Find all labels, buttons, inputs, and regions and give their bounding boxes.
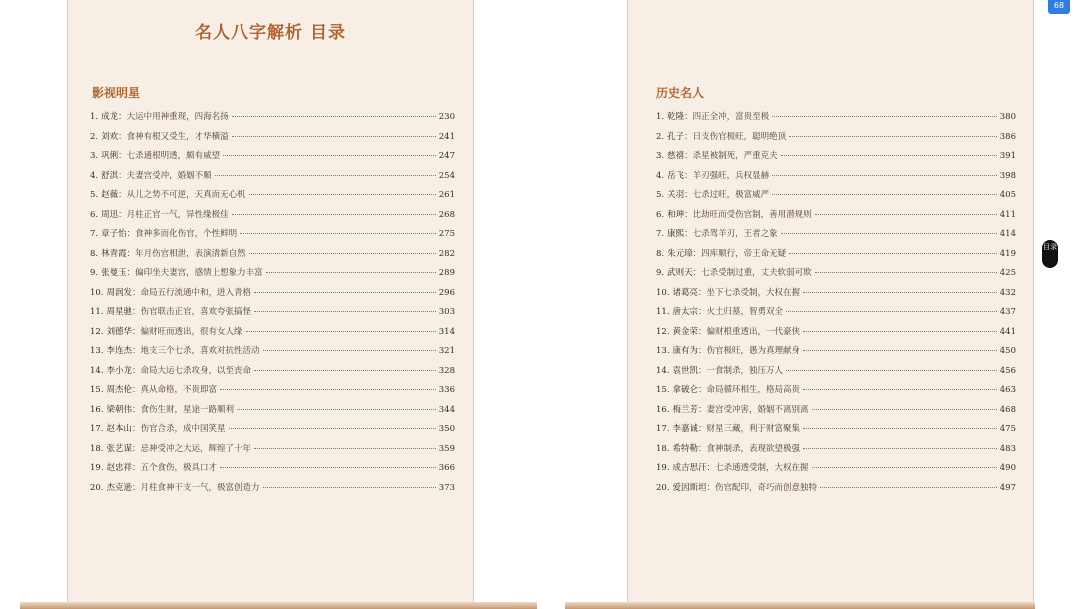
dot-leader <box>240 232 436 234</box>
dot-leader <box>263 486 436 488</box>
entry-number: 13. <box>90 346 104 356</box>
entry-number: 4. <box>656 170 665 181</box>
dot-leader <box>220 466 436 468</box>
toc-entry[interactable] <box>656 325 1016 345</box>
entry-description: ：忌神受冲之大运，辉煌了十年 <box>132 443 252 454</box>
entry-page-number: 380 <box>999 112 1016 122</box>
entry-name: 李嘉诚 <box>672 424 699 434</box>
toc-entry[interactable] <box>90 286 455 306</box>
entry-name: 诸葛亮 <box>672 287 699 298</box>
entry-name: 康有为 <box>672 346 699 356</box>
toc-entry[interactable] <box>90 305 455 325</box>
entry-number: 13. <box>656 346 670 356</box>
entry-page-number: 373 <box>438 482 455 493</box>
toc-entry[interactable] <box>656 422 1016 442</box>
entry-name: 李小龙 <box>106 365 133 376</box>
entry-description: ：五个食伤，极具口才 <box>132 463 218 473</box>
entry-description: ：伤官配印，奇巧而创意独特 <box>706 482 818 493</box>
toc-entry[interactable] <box>656 247 1016 267</box>
entry-description: ：大运中用神重现，四海名扬 <box>118 112 229 122</box>
entry-page-number: 483 <box>999 443 1016 454</box>
entry-description: ：偏财根重透出，一代豪侠 <box>698 326 801 337</box>
entry-number: 14. <box>90 365 104 376</box>
entry-name: 希特勒 <box>672 443 699 454</box>
entry-description: ：一食制杀，独压万人 <box>698 365 784 376</box>
dot-leader <box>254 310 436 312</box>
entry-number: 11. <box>90 307 104 317</box>
entry-name: 刘欢 <box>101 131 119 142</box>
dot-leader <box>812 466 997 468</box>
entry-page-number: 497 <box>999 482 1016 493</box>
entry-number: 6. <box>90 209 99 220</box>
entry-name: 杰克逊 <box>106 482 133 493</box>
dot-leader <box>266 271 436 273</box>
entry-name: 赵本山 <box>106 424 133 434</box>
dot-leader <box>786 369 997 371</box>
entry-page-number: 344 <box>438 404 455 415</box>
page-edge-shadow-right <box>565 602 1035 609</box>
dot-leader <box>803 388 997 390</box>
toc-entry[interactable] <box>90 344 455 364</box>
entry-name: 慈禧 <box>667 151 685 161</box>
dot-leader <box>786 310 997 312</box>
entry-number: 9. <box>656 268 665 278</box>
toc-entry[interactable] <box>90 403 455 423</box>
entry-number: 19. <box>90 463 104 473</box>
entry-description: ：食伤生财，星途一路顺利 <box>132 404 235 415</box>
entry-page-number: 314 <box>438 326 455 337</box>
entry-page-number: 230 <box>438 112 455 122</box>
toc-entry[interactable] <box>90 266 455 286</box>
dot-leader <box>803 291 997 293</box>
toc-entry[interactable] <box>656 266 1016 286</box>
entry-description: ：地支三个七杀，喜欢对抗性活动 <box>132 346 260 356</box>
entry-number: 19. <box>656 463 670 473</box>
entry-number: 16. <box>90 404 104 415</box>
entry-name: 舒淇 <box>101 170 119 181</box>
right-page <box>627 0 1034 602</box>
entry-description: ：命局大运七杀攻身，以至丧命 <box>132 365 252 376</box>
entry-page-number: 328 <box>438 365 455 376</box>
toc-entry[interactable] <box>90 481 455 501</box>
entry-number: 12. <box>656 326 670 337</box>
entry-number: 5. <box>90 190 99 200</box>
dot-leader <box>229 427 436 429</box>
dot-leader <box>232 135 436 137</box>
entry-number: 7. <box>656 229 665 239</box>
entry-description: ：七杀通透受制，大权在握 <box>706 463 809 473</box>
dot-leader <box>237 408 436 410</box>
entry-number: 16. <box>656 404 670 415</box>
entry-page-number: 425 <box>999 268 1016 278</box>
dot-leader <box>232 115 436 117</box>
entry-number: 15. <box>656 385 670 395</box>
dot-leader <box>220 388 436 390</box>
toc-entry[interactable] <box>656 110 1016 130</box>
entry-description: ：四正全冲，富贵至极 <box>684 112 770 122</box>
toc-entry[interactable] <box>90 110 455 130</box>
dot-leader <box>249 193 436 195</box>
entry-description: ：命局循环相生，格局高贵 <box>698 385 801 395</box>
page-title: 名人八字解析 目录 <box>195 23 346 43</box>
toc-entry[interactable] <box>656 403 1016 423</box>
dot-leader <box>812 408 997 410</box>
toc-entry[interactable] <box>90 188 455 208</box>
toc-entry[interactable] <box>656 130 1016 150</box>
entry-name: 张艺谋 <box>106 443 133 454</box>
entry-name: 赵忠祥 <box>106 463 133 473</box>
toc-entry[interactable] <box>90 227 455 247</box>
entry-name: 拿破仑 <box>672 385 699 395</box>
entry-page-number: 321 <box>438 346 455 356</box>
entry-description: ：七杀受制过重，丈夫软弱可欺 <box>692 268 812 278</box>
entry-page-number: 490 <box>999 463 1016 473</box>
entry-name: 唐太宗 <box>672 307 699 317</box>
dot-leader <box>789 252 997 254</box>
entry-name: 林青霞 <box>101 248 127 259</box>
entry-description: ：从儿之势不可逆，天真而无心机 <box>118 190 246 200</box>
entry-description: ：火土归墓，智勇双全 <box>698 307 784 317</box>
entry-page-number: 296 <box>438 287 455 298</box>
dot-leader <box>246 330 436 332</box>
toc-entry[interactable] <box>656 442 1016 462</box>
entry-name: 和珅 <box>667 209 685 220</box>
entry-description: ：食神有根又受生，才华横溢 <box>118 131 229 142</box>
entry-name: 周星驰 <box>106 307 133 317</box>
dot-leader <box>803 349 997 351</box>
entry-page-number: 463 <box>999 385 1016 395</box>
entry-name: 成吉思汗 <box>672 463 707 473</box>
toc-entry[interactable] <box>656 364 1016 384</box>
entry-page-number: 405 <box>999 190 1016 200</box>
toc-entry[interactable] <box>90 149 455 169</box>
entry-name: 黄金荣 <box>672 326 699 337</box>
entry-number: 10. <box>656 287 670 298</box>
dot-leader <box>781 154 997 156</box>
entry-page-number: 254 <box>438 170 455 181</box>
entry-number: 17. <box>90 424 104 434</box>
entry-description: ：七杀通根明透，颇有威望 <box>118 151 221 161</box>
entry-name: 爱因斯坦 <box>672 482 707 493</box>
toc-side-button[interactable]: 目录 <box>1042 240 1058 268</box>
entry-description: ：四库顺行，帝王命无疑 <box>692 248 787 259</box>
entry-page-number: 391 <box>999 151 1016 161</box>
toc-entry[interactable] <box>90 442 455 462</box>
entry-name: 袁世凯 <box>672 365 699 376</box>
entry-number: 14. <box>656 365 670 376</box>
entry-name: 李连杰 <box>106 346 133 356</box>
entry-number: 2. <box>656 131 665 142</box>
entry-description: ：七杀驾羊刃，王者之象 <box>684 229 778 239</box>
entry-number: 8. <box>656 248 665 259</box>
entry-description: ：日支伤官极旺，聪明绝顶 <box>684 131 787 142</box>
entry-number: 3. <box>656 151 665 161</box>
toc-entry[interactable] <box>656 188 1016 208</box>
entry-page-number: 241 <box>438 131 455 142</box>
toc-entry[interactable] <box>90 169 455 189</box>
left-page <box>67 0 474 602</box>
dot-leader <box>215 174 436 176</box>
entry-page-number: 432 <box>999 287 1016 298</box>
entry-number: 17. <box>656 424 670 434</box>
entry-name: 武则天 <box>667 268 693 278</box>
entry-description: ：食神制杀，表现欲望极强 <box>698 443 801 454</box>
entry-name: 梅兰芳 <box>672 404 699 415</box>
dot-leader <box>249 252 436 254</box>
entry-page-number: 441 <box>999 326 1016 337</box>
entry-page-number: 336 <box>438 385 455 395</box>
entry-name: 周杰伦 <box>106 385 133 395</box>
entry-description: ：月柱食神干支一气，极富创造力 <box>132 482 260 493</box>
toc-entry[interactable] <box>656 149 1016 169</box>
dot-leader <box>815 213 997 215</box>
entry-number: 2. <box>90 131 99 142</box>
entry-description: ：夫妻宫受冲，婚姻不顺 <box>118 170 212 181</box>
entry-name: 周迅 <box>101 209 119 220</box>
entry-number: 9. <box>90 268 99 278</box>
toc-entry[interactable] <box>656 286 1016 306</box>
entry-description: ：杀星被制死，严重克夫 <box>684 151 778 161</box>
dot-leader <box>772 193 997 195</box>
dot-leader <box>815 271 997 273</box>
entry-page-number: 359 <box>438 443 455 454</box>
entry-number: 10. <box>90 287 104 298</box>
entry-name: 朱元璋 <box>667 248 693 259</box>
entry-number: 1. <box>656 112 665 122</box>
entry-page-number: 398 <box>999 170 1016 181</box>
entry-name: 成龙 <box>101 112 119 122</box>
entry-name: 关羽 <box>667 190 685 200</box>
toc-entry[interactable] <box>656 169 1016 189</box>
entry-name: 康熙 <box>667 229 685 239</box>
dot-leader <box>254 369 436 371</box>
toc-entry[interactable] <box>656 461 1016 481</box>
entry-number: 18. <box>656 443 670 454</box>
dot-leader <box>820 486 997 488</box>
entry-description: ：食神多而化伤官，个性鲜明 <box>126 229 238 239</box>
entry-name: 张曼玉 <box>101 268 127 278</box>
entry-page-number: 437 <box>999 307 1016 317</box>
toc-list-film-stars <box>90 110 455 500</box>
dot-leader <box>772 174 997 176</box>
dot-leader <box>803 330 997 332</box>
entry-page-number: 268 <box>438 209 455 220</box>
entry-number: 5. <box>656 190 665 200</box>
entry-page-number: 411 <box>999 209 1016 220</box>
toc-entry[interactable] <box>656 305 1016 325</box>
toc-entry[interactable] <box>656 227 1016 247</box>
toc-list-historical-figures <box>656 110 1016 500</box>
entry-page-number: 247 <box>438 151 455 161</box>
entry-page-number: 386 <box>999 131 1016 142</box>
entry-name: 赵薇 <box>101 190 119 200</box>
entry-description: ：伤官合杀，成中国笑星 <box>132 424 226 434</box>
dot-leader <box>772 115 997 117</box>
entry-page-number: 366 <box>438 463 455 473</box>
page-edge-shadow-left <box>20 602 537 609</box>
toc-entry[interactable] <box>656 383 1016 403</box>
toc-entry[interactable] <box>656 481 1016 501</box>
dot-leader <box>232 213 436 215</box>
entry-description: ：伤官极旺，愚为真理献身 <box>698 346 801 356</box>
entry-name: 刘德华 <box>106 326 133 337</box>
dot-leader <box>789 135 997 137</box>
entry-page-number: 475 <box>999 424 1016 434</box>
entry-name: 孔子 <box>667 131 685 142</box>
entry-page-number: 303 <box>438 307 455 317</box>
toc-entry[interactable] <box>90 383 455 403</box>
entry-number: 12. <box>90 326 104 337</box>
dot-leader <box>803 447 997 449</box>
entry-description: ：年月伤官相泄，表演清新自然 <box>126 248 246 259</box>
entry-description: ：七杀过旺，极富威严 <box>684 190 770 200</box>
entry-page-number: 261 <box>438 190 455 200</box>
toc-entry[interactable] <box>656 344 1016 364</box>
toc-entry[interactable] <box>90 247 455 267</box>
entry-description: ：妻宫受冲害，婚姻不离别离 <box>698 404 809 415</box>
entry-number: 15. <box>90 385 104 395</box>
entry-name: 巩俐 <box>101 151 119 161</box>
entry-name: 岳飞 <box>667 170 685 181</box>
entry-page-number: 414 <box>999 229 1016 239</box>
entry-description: ：坐下七杀受制，大权在握 <box>698 287 801 298</box>
entry-description: ：羊刃强旺，兵权显赫 <box>684 170 770 181</box>
toc-entry[interactable] <box>90 422 455 442</box>
dot-leader <box>223 154 436 156</box>
entry-page-number: 275 <box>438 229 455 239</box>
entry-number: 7. <box>90 229 99 239</box>
entry-page-number: 468 <box>999 404 1016 415</box>
toc-entry[interactable] <box>90 208 455 228</box>
entry-name: 章子怡 <box>101 229 127 239</box>
entry-number: 8. <box>90 248 99 259</box>
entry-name: 乾隆 <box>667 112 685 122</box>
entry-page-number: 456 <box>999 365 1016 376</box>
toc-entry[interactable] <box>90 325 455 345</box>
entry-description: ：伤官联击正官，喜欢夸张搞怪 <box>132 307 252 317</box>
entry-page-number: 289 <box>438 268 455 278</box>
toc-entry[interactable] <box>656 208 1016 228</box>
entry-number: 20. <box>90 482 104 493</box>
entry-name: 梁朝伟 <box>106 404 133 415</box>
entry-number: 20. <box>656 482 670 493</box>
toc-entry[interactable] <box>90 461 455 481</box>
dot-leader <box>254 447 436 449</box>
entry-description: ：比劫旺而受伤官制，善用潜规则 <box>684 209 812 220</box>
app-logo-icon[interactable]: 68 <box>1048 0 1070 14</box>
entry-number: 4. <box>90 170 99 181</box>
entry-description: ：财星三藏，利于财富聚集 <box>698 424 801 434</box>
entry-number: 18. <box>90 443 104 454</box>
entry-description: ：偏印坐夫妻宫，感情上想象力丰富 <box>126 268 263 278</box>
section-heading-historical-figures: 历史名人 <box>656 86 705 100</box>
dot-leader <box>803 427 997 429</box>
dot-leader <box>263 349 436 351</box>
entry-page-number: 419 <box>999 248 1016 259</box>
entry-name: 周润发 <box>106 287 133 298</box>
dot-leader <box>781 232 997 234</box>
entry-page-number: 350 <box>438 424 455 434</box>
entry-description: ：真从命格，不贵即富 <box>132 385 218 395</box>
entry-number: 1. <box>90 112 99 122</box>
entry-number: 3. <box>90 151 99 161</box>
entry-number: 11. <box>656 307 670 317</box>
entry-description: ：月柱正官一气，异性缘极佳 <box>118 209 229 220</box>
entry-page-number: 282 <box>438 248 455 259</box>
dot-leader <box>254 291 436 293</box>
entry-description: ：偏财旺而透出，很有女人缘 <box>132 326 243 337</box>
entry-page-number: 450 <box>999 346 1016 356</box>
entry-description: ：命局五行流通中和，进入青格 <box>132 287 252 298</box>
entry-number: 6. <box>656 209 665 220</box>
toc-entry[interactable] <box>90 130 455 150</box>
toc-entry[interactable] <box>90 364 455 384</box>
section-heading-film-stars: 影视明星 <box>92 86 141 100</box>
